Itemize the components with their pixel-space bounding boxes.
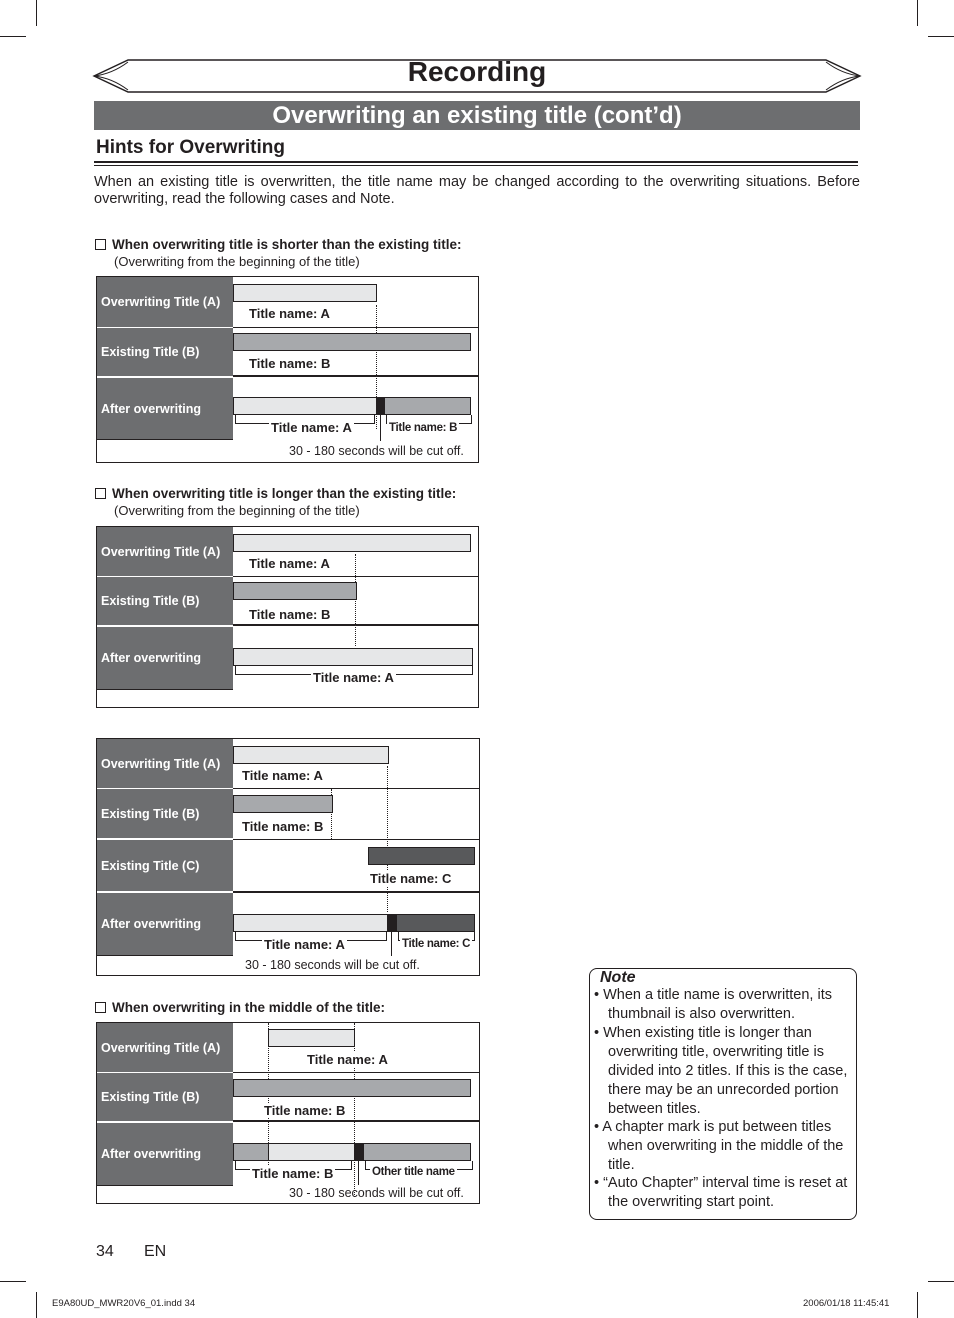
title-b-bar: [233, 333, 471, 351]
crop-mark: [0, 1281, 26, 1282]
file-info: E9A80UD_MWR20V6_01.indd 34: [52, 1298, 196, 1309]
chapter-mark: [376, 397, 384, 415]
row-label: Overwriting Title (A): [97, 527, 233, 576]
print-timestamp: 2006/01/18 11:45:41: [803, 1298, 890, 1309]
title-name-label: Title name: B: [252, 1166, 334, 1181]
row-divider: [97, 1185, 233, 1186]
crop-mark: [36, 1292, 37, 1318]
title-name-label: Title name: A: [242, 768, 323, 783]
divider: [94, 161, 858, 163]
title-name-label: Title name: B: [389, 422, 458, 434]
after-c-bar: [396, 914, 475, 932]
case3-diagram: [96, 738, 480, 976]
crop-mark: [36, 0, 37, 26]
row-divider: [233, 327, 478, 328]
row-label: After overwriting: [97, 378, 233, 439]
title-name-label: Title name: C: [402, 938, 471, 950]
case2-subheading: (Overwriting from the beginning of the title): [114, 503, 360, 518]
row-label: Existing Title (C): [97, 840, 233, 891]
title-a-bar: [268, 1029, 355, 1047]
cutoff-note: 30 - 180 seconds will be cut off.: [289, 1186, 464, 1200]
case4-diagram: [96, 1022, 480, 1204]
crop-mark: [928, 36, 954, 37]
title-name-label: Title name: B: [249, 356, 331, 371]
case2-heading: [95, 486, 456, 501]
pointer-line: [391, 932, 392, 956]
note-box: [589, 968, 857, 1220]
crop-mark: [0, 36, 26, 37]
after-a-bar: [268, 1143, 356, 1161]
after-b-bar: [233, 1143, 269, 1161]
case1-subheading: (Overwriting from the beginning of the title): [114, 254, 360, 269]
cutoff-note: 30 - 180 seconds will be cut off.: [245, 958, 420, 972]
title-name-label: Title name: C: [370, 871, 452, 886]
title-name-label: Title name: A: [249, 306, 330, 321]
row-label: Existing Title (B): [97, 577, 233, 625]
checkbox-icon: [95, 488, 106, 499]
crop-mark: [917, 1292, 918, 1318]
title-name-label: Title name: A: [307, 1052, 388, 1067]
language-code: EN: [144, 1243, 167, 1260]
case4-heading-text: When overwriting in the middle of the title:: [112, 1000, 385, 1015]
divider: [94, 165, 858, 166]
title-name-label: Title name: A: [249, 556, 330, 571]
row-divider: [97, 955, 233, 956]
row-label: Overwriting Title (A): [97, 277, 233, 327]
after-b-bar: [384, 397, 471, 415]
title-name-label: Title name: B: [249, 607, 331, 622]
note-item: • When existing title is longer than overwriting title, overwriting title is divided into 2 titles. If this is the case, there may be an unrecorded portion between titles.: [594, 1025, 848, 1117]
intro-text: When an existing title is overwritten, the title name may be changed according to the overwriting situations. Before overwriting, read the following cases and Note.: [94, 174, 860, 207]
row-label: After overwriting: [97, 893, 233, 955]
chapter-mark: [354, 1143, 363, 1161]
row-label: Overwriting Title (A): [97, 739, 233, 788]
after-a-bar: [233, 397, 377, 415]
case2-diagram: [96, 526, 479, 708]
hints-heading: Hints for Overwriting: [96, 137, 285, 158]
title-c-bar: [368, 847, 475, 865]
row-label: Overwriting Title (A): [97, 1023, 233, 1072]
cut-guide: [387, 766, 388, 912]
case1-diagram: [96, 276, 479, 463]
after-a-bar: [233, 648, 473, 666]
row-label: Existing Title (B): [97, 789, 233, 838]
section-title: Overwriting an existing title (cont’d): [94, 101, 860, 130]
title-b-bar: [233, 1079, 471, 1097]
chapter-mark: [387, 914, 396, 932]
after-a-bar: [233, 914, 389, 932]
crop-mark: [928, 1281, 954, 1282]
cutoff-note: 30 - 180 seconds will be cut off.: [289, 444, 464, 458]
row-divider: [97, 689, 233, 690]
title-name-label: Title name: A: [313, 670, 394, 685]
row-divider: [233, 788, 479, 789]
row-divider: [233, 1120, 479, 1122]
pointer-line: [380, 415, 381, 441]
checkbox-icon: [95, 1002, 106, 1013]
row-label: Existing Title (B): [97, 328, 233, 376]
pointer-line: [358, 1161, 359, 1185]
case2-heading-text: When overwriting title is longer than the existing title:: [112, 486, 457, 501]
cut-guide: [355, 554, 356, 646]
row-divider: [233, 839, 479, 840]
row-label: After overwriting: [97, 627, 233, 689]
title-b-bar: [233, 795, 333, 813]
page-title: Recording: [407, 56, 547, 87]
checkbox-icon: [95, 239, 106, 250]
page-number: 34: [96, 1243, 114, 1260]
case1-heading-text: When overwriting title is shorter than the existing title:: [112, 237, 462, 252]
case4-heading: [95, 1000, 385, 1015]
title-b-bar: [233, 582, 357, 600]
case1-heading: [95, 237, 462, 252]
title-name-label: Title name: A: [264, 937, 345, 952]
title-a-bar: [233, 284, 377, 302]
title-name-label: Title name: B: [264, 1103, 346, 1118]
row-label: After overwriting: [97, 1123, 233, 1185]
row-divider: [233, 375, 478, 377]
note-item: • When a title name is overwritten, its thumbnail is also overwritten.: [594, 987, 832, 1022]
row-divider: [233, 891, 479, 893]
row-label: Existing Title (B): [97, 1073, 233, 1121]
title-name-label: Title name: B: [242, 819, 324, 834]
crop-mark: [917, 0, 918, 26]
title-a-bar: [233, 534, 471, 552]
row-divider: [97, 439, 233, 440]
title-name-label: Title name: A: [271, 420, 352, 435]
note-item: • “Auto Chapter” interval time is reset at the overwriting start point.: [594, 1175, 848, 1210]
note-title: Note: [600, 969, 636, 986]
note-item: • A chapter mark is put between titles when overwriting in the middle of the title.: [594, 1119, 844, 1173]
after-other-bar: [363, 1143, 471, 1161]
cut-guide: [354, 1023, 355, 1197]
row-divider: [233, 1072, 479, 1073]
title-name-label: Other title name: [372, 1166, 455, 1178]
title-a-bar: [233, 746, 389, 764]
